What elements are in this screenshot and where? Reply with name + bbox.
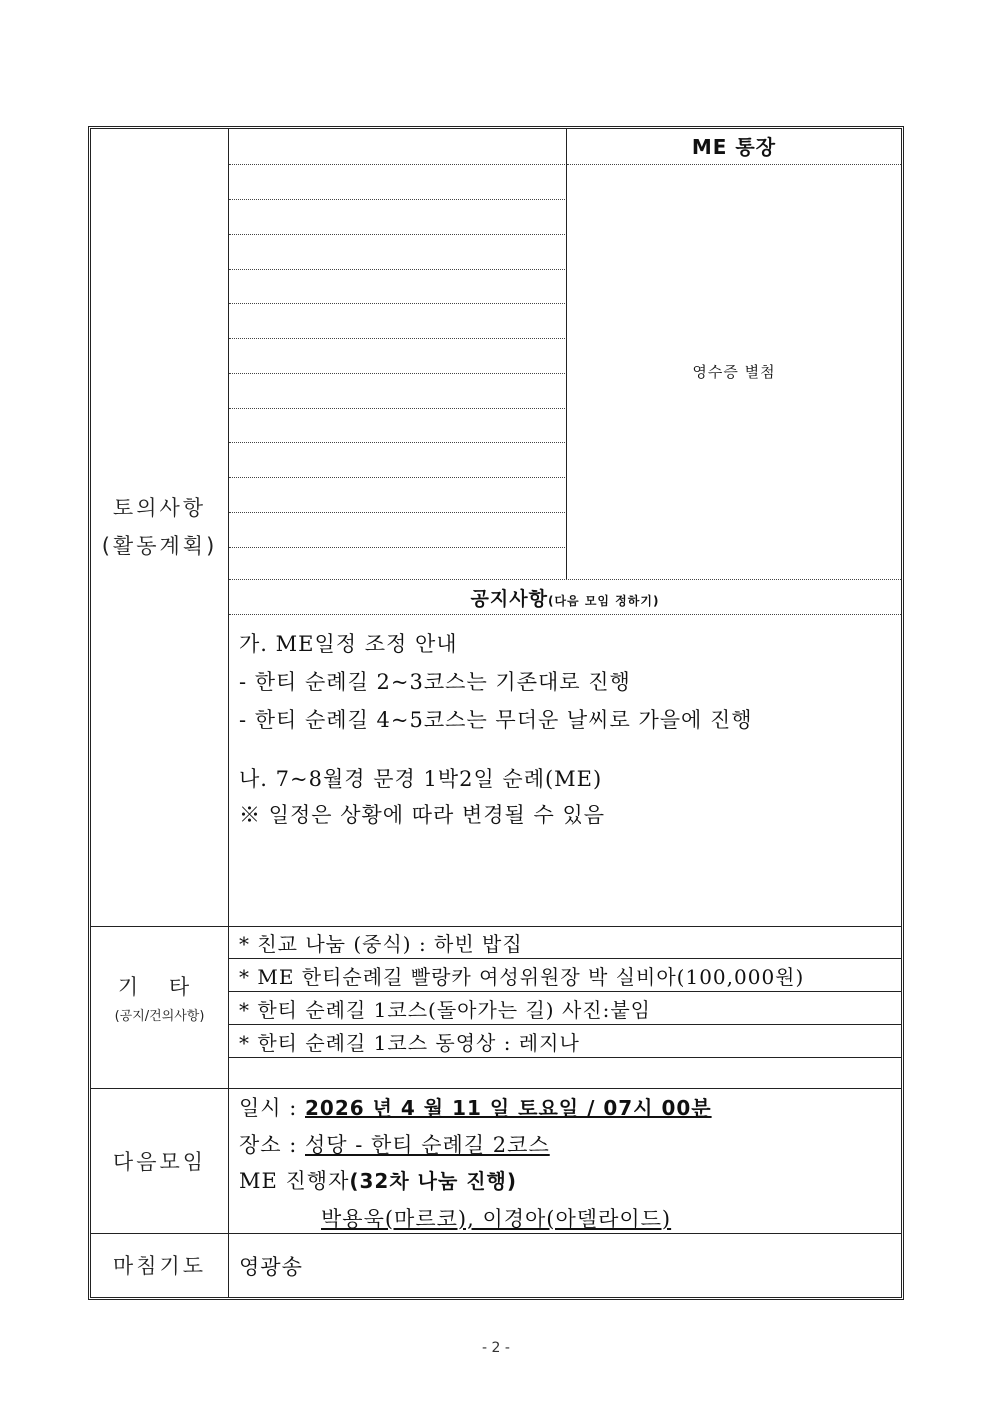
blank-line bbox=[229, 164, 565, 165]
notice-title: 공지사항 bbox=[470, 588, 548, 610]
next-meeting-place: 장소 : 성당 - 한티 순례길 2코스 bbox=[239, 1129, 865, 1159]
discussion-label: 토의사항 (활동계획) bbox=[101, 496, 218, 558]
etc-line bbox=[229, 1057, 901, 1058]
etc-item: * 한티 순례길 1코스(돌아가는 길) 사진:붙임 bbox=[239, 998, 651, 1022]
account-divider bbox=[566, 129, 567, 579]
place-value: 성당 - 한티 순례길 2코스 bbox=[305, 1133, 550, 1157]
blank-line bbox=[229, 442, 565, 443]
column-divider bbox=[228, 129, 229, 1297]
blank-line bbox=[229, 512, 565, 513]
blank-line bbox=[229, 373, 565, 374]
blank-line bbox=[229, 269, 565, 270]
notice-top-line bbox=[229, 579, 901, 580]
notice-subtitle: (다음 모임 정하기) bbox=[547, 594, 660, 608]
etc-label: 기 타 (공지/건의사항) bbox=[114, 975, 205, 1024]
page-number: - 2 - bbox=[482, 1340, 510, 1356]
section-line bbox=[91, 926, 901, 927]
etc-line bbox=[229, 1024, 901, 1025]
blank-line bbox=[229, 338, 565, 339]
leaders-names: 박용욱(마르코), 이경아(아델라이드) bbox=[321, 1207, 672, 1231]
account-header-line bbox=[567, 164, 901, 165]
notice-title-line bbox=[229, 614, 901, 615]
section-line bbox=[91, 1233, 901, 1234]
meeting-minutes-table bbox=[88, 126, 904, 1300]
etc-item: * ME 한티순례길 빨랑카 여성위원장 박 실비아(100,000원) bbox=[239, 965, 805, 989]
blank-line bbox=[229, 547, 565, 548]
next-meeting-leader: ME 진행자(32차 나눔 진행) bbox=[239, 1169, 518, 1193]
notice-line: - 한티 순례길 2~3코스는 기존대로 진행 bbox=[239, 670, 631, 694]
closing-value: 영광송 bbox=[239, 1255, 303, 1279]
closing-label: 마침기도 bbox=[112, 1254, 207, 1278]
etc-item: * 한티 순례길 1코스 동영상 : 레지나 bbox=[239, 1031, 580, 1055]
notice-heading bbox=[229, 584, 901, 611]
next-meeting-label: 다음모임 bbox=[112, 1150, 207, 1174]
blank-line bbox=[229, 199, 565, 200]
notice-line: - 한티 순례길 4~5코스는 무더운 날씨로 가을에 진행 bbox=[239, 708, 753, 732]
notice-line: 나. 7~8월경 문경 1박2일 순례(ME) bbox=[239, 767, 603, 791]
date-value: 2026 년 4 월 11 일 토요일 / 07시 00분 bbox=[305, 1096, 712, 1120]
notice-line: ※ 일정은 상황에 따라 변경될 수 있음 bbox=[239, 803, 606, 827]
blank-line bbox=[229, 303, 565, 304]
etc-line bbox=[229, 991, 901, 992]
receipt-note: 영수증 별첨 bbox=[692, 363, 776, 381]
blank-line bbox=[229, 408, 565, 409]
notice-line: 가. ME일정 조정 안내 bbox=[239, 632, 458, 656]
blank-line bbox=[229, 234, 565, 235]
etc-line bbox=[229, 958, 901, 959]
etc-item: * 친교 나눔 (중식) : 하빈 밥집 bbox=[239, 932, 523, 956]
me-account-title: ME 통장 bbox=[691, 135, 777, 159]
next-meeting-date: 일시 : 2026 년 4 월 11 일 토요일 / 07시 00분 bbox=[239, 1096, 712, 1120]
leader-bold: (32차 나눔 진행) bbox=[349, 1169, 518, 1193]
blank-line bbox=[229, 477, 565, 478]
section-line bbox=[91, 1088, 901, 1089]
